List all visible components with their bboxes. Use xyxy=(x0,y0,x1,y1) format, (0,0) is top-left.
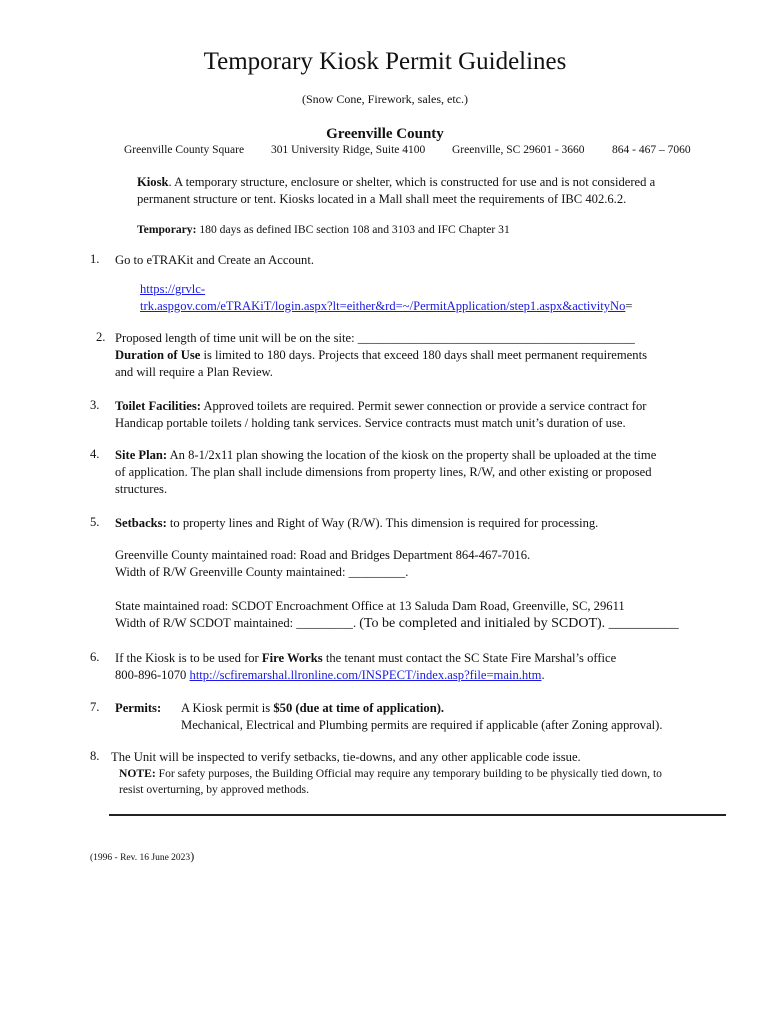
item-6-line1a: If the Kiosk is to be used for xyxy=(115,651,262,665)
note-term: NOTE: xyxy=(119,767,156,780)
item-1-text: Go to eTRAKit and Create an Account. xyxy=(115,253,314,267)
item-4-line1: An 8-1/2x11 plan showing the location of the kiosk on the property shall be uploaded at the time xyxy=(167,448,657,462)
item-number-2: 2. xyxy=(96,330,106,344)
county-road-info xyxy=(115,547,530,581)
item-number-1: 1. xyxy=(90,252,100,266)
item-2-line2: is limited to 180 days. Projects that exceed 180 days shall meet permanent requirements xyxy=(200,348,647,362)
kiosk-definition xyxy=(137,174,655,208)
item-number-3: 3. xyxy=(90,398,100,412)
toilet-facilities-term: Toilet Facilities: xyxy=(115,399,201,413)
item-number-7: 7. xyxy=(90,700,100,714)
setbacks-term: Setbacks: xyxy=(115,516,167,530)
county-row-width-line: Width of R/W Greenville County maintained: _________. xyxy=(115,565,409,579)
item-2-line1: Proposed length of time unit will be on the site: ____________________________________________ xyxy=(115,331,635,345)
county-name: Greenville County xyxy=(326,126,444,142)
state-row-width-line: Width of R/W SCDOT maintained: _________. xyxy=(115,616,360,630)
revision-note xyxy=(90,849,194,864)
item-8-text: The Unit will be inspected to verify setbacks, tie-downs, and any other applicable code issue. xyxy=(111,750,581,764)
item-7-line2: Mechanical, Electrical and Plumbing permits are required if applicable (after Zoning approval). xyxy=(181,718,663,732)
item-2-text xyxy=(115,330,647,381)
permit-fee: $50 (due at time of application). xyxy=(273,701,445,715)
item-5-text xyxy=(115,515,598,532)
duration-of-use-term: Duration of Use xyxy=(115,348,201,362)
state-road-info xyxy=(115,598,679,632)
item-6-tail: . xyxy=(541,668,545,682)
etrakit-link-line2[interactable]: trk.aspgov.com/eTRAKiT/login.aspx?lt=either&rd=~/PermitApplication/step1.aspx&activityNo xyxy=(140,299,626,313)
contact-street: 301 University Ridge, Suite 4100 xyxy=(271,144,426,156)
item-6-line1b: the tenant must contact the SC State Fire Marshal’s office xyxy=(322,651,617,665)
temporary-definition-text: 180 days as defined IBC section 108 and 3103 and IFC Chapter 31 xyxy=(196,223,510,236)
safety-note xyxy=(119,766,662,798)
contact-city: Greenville, SC 29601 - 3660 xyxy=(452,144,585,156)
item-3-line1: Approved toilets are required. Permit sewer connection or provide a service contract for xyxy=(200,399,647,413)
note-line2: resist overturning, by approved methods. xyxy=(119,783,309,796)
document-title: Temporary Kiosk Permit Guidelines xyxy=(203,48,567,75)
etrakit-link-tail: = xyxy=(625,299,633,313)
permits-term: Permits: xyxy=(115,701,162,715)
item-4-line2: of application. The plan shall include dimensions from property lines, R/W, and other existing or proposed xyxy=(115,465,652,479)
item-number-5: 5. xyxy=(90,515,100,529)
item-5-line1: to property lines and Right of Way (R/W). This dimension is required for processing. xyxy=(166,516,599,530)
site-plan-term: Site Plan: xyxy=(115,448,168,462)
item-4-text xyxy=(115,447,656,498)
fire-marshal-link[interactable]: http://scfiremarshal.llronline.com/INSPECT/index.asp?file=main.htm xyxy=(189,668,542,682)
temporary-definition xyxy=(137,222,510,238)
kiosk-term: Kiosk xyxy=(137,175,169,189)
permits-term-block xyxy=(115,700,161,717)
etrakit-link-line1[interactable]: https://grvlc- xyxy=(140,282,206,296)
county-road-line1: Greenville County maintained road: Road and Bridges Department 864-467-7016. xyxy=(115,548,531,562)
scdot-initial-note: (To be completed and initialed by SCDOT). __________ xyxy=(359,616,679,631)
temporary-term: Temporary: xyxy=(137,223,197,236)
contact-phone: 864 - 467 – 7060 xyxy=(612,144,691,156)
item-4-line3: structures. xyxy=(115,482,168,496)
item-3-line2: Handicap portable toilets / holding tank services. Service contracts must match unit’s duration of use. xyxy=(115,416,626,430)
item-3-text xyxy=(115,398,646,432)
item-6-text xyxy=(115,650,616,684)
document-subtitle: (Snow Cone, Firework, sales, etc.) xyxy=(302,92,468,106)
item-number-8: 8. xyxy=(90,749,100,763)
item-7-line1: A Kiosk permit is xyxy=(181,701,274,715)
kiosk-definition-line1: . A temporary structure, enclosure or shelter, which is constructed for use and is not considered a xyxy=(168,175,656,189)
etrakit-link-block xyxy=(140,281,633,315)
footer-divider xyxy=(109,814,726,816)
state-road-line1: State maintained road: SCDOT Encroachment Office at 13 Saluda Dam Road, Greenville, SC, 29611 xyxy=(115,599,625,613)
revision-close: ) xyxy=(190,849,195,863)
note-line1: For safety purposes, the Building Official may require any temporary building to be physically tied down, to xyxy=(155,767,662,780)
revision-text: (1996 - Rev. 16 June 2023 xyxy=(90,853,191,863)
fire-marshal-phone: 800-896-1070 xyxy=(115,668,190,682)
kiosk-definition-line2: permanent structure or tent. Kiosks located in a Mall shall meet the requirements of IBC 402.6.2. xyxy=(137,192,627,206)
item-7-text xyxy=(181,700,663,734)
item-number-6: 6. xyxy=(90,650,100,664)
item-2-line3: and will require a Plan Review. xyxy=(115,365,273,379)
item-number-4: 4. xyxy=(90,447,100,461)
fire-works-term: Fire Works xyxy=(261,651,323,665)
contact-location: Greenville County Square xyxy=(124,144,245,156)
